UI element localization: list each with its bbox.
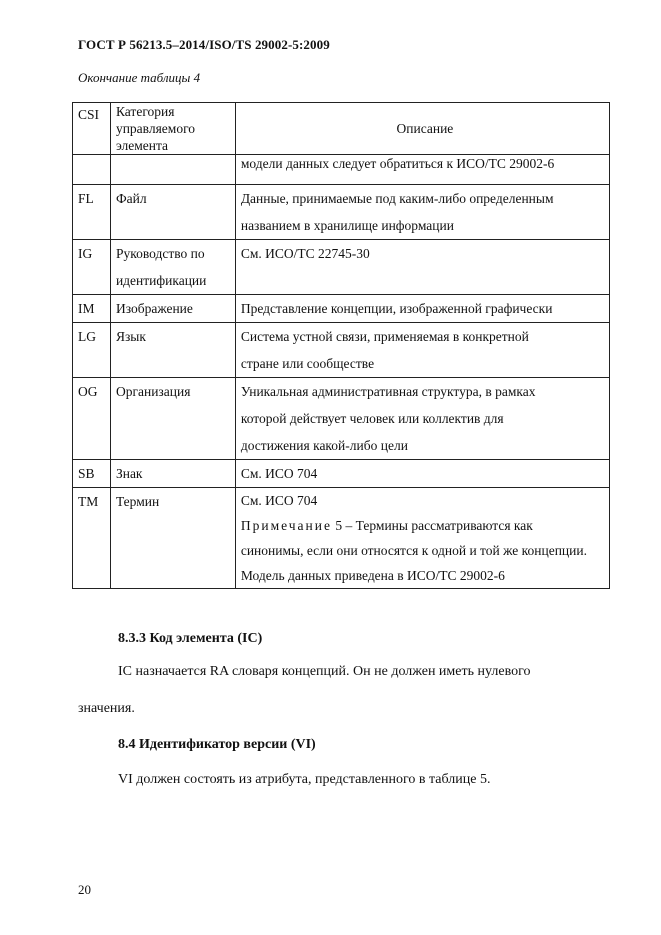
description-line: достижения какой-либо цели <box>240 438 408 453</box>
row-category: Файл <box>110 185 235 240</box>
empty-cell <box>73 155 111 185</box>
table-row <box>73 323 610 378</box>
note-label: Примечание <box>240 518 332 533</box>
row-category: Знак <box>110 460 235 488</box>
row-description <box>235 378 609 460</box>
row-description: См. ИСО 704 <box>235 460 609 488</box>
row-code: IM <box>73 295 111 323</box>
row-description: См. ИСО/ТС 22745-30 <box>235 240 609 295</box>
row-code: TM <box>73 488 111 589</box>
table-row <box>73 185 610 240</box>
continuation-row <box>73 155 610 185</box>
row-description <box>235 323 609 378</box>
row-code: SB <box>73 460 111 488</box>
row-category: Руководство по идентификации <box>110 240 235 295</box>
table-row <box>73 295 610 323</box>
row-code: FL <box>73 185 111 240</box>
row-description <box>235 488 609 589</box>
note-line <box>241 513 609 538</box>
table-row <box>73 460 610 488</box>
paragraph-line: VI должен состоять из атрибута, представленного в таблице 5. <box>118 772 491 787</box>
description-line: Уникальная административная структура, в рамках <box>240 384 536 399</box>
paragraph-line: значения. <box>78 701 135 716</box>
section-heading: 8.3.3 Код элемента (IC) <box>118 631 263 646</box>
header-description: Описание <box>235 103 609 155</box>
row-category: Язык <box>110 323 235 378</box>
row-code: IG <box>73 240 111 295</box>
description-line: названием в хранилище информации <box>240 218 454 233</box>
note-line: Модель данных приведена в ИСО/ТС 29002-6 <box>240 568 505 583</box>
description-line: См. ИСО 704 <box>240 493 318 508</box>
row-category: Термин <box>110 488 235 589</box>
row-code: OG <box>73 378 111 460</box>
continuation-text: модели данных следует обратиться к ИСО/ТС 29002-6 <box>235 155 609 185</box>
section-heading: 8.4 Идентификатор версии (VI) <box>118 737 316 752</box>
description-line: стране или сообществе <box>240 356 375 371</box>
note-line: синонимы, если они относятся к одной и той же концепции. <box>240 543 587 558</box>
header-category-line: Категория <box>115 104 175 119</box>
description-line: Система устной связи, применяемая в конкретной <box>240 329 529 344</box>
paragraph-line: IC назначается RA словаря концепций. Он не должен иметь нулевого <box>118 664 531 679</box>
header-category <box>110 103 235 155</box>
table-row <box>73 240 610 295</box>
row-category: Организация <box>110 378 235 460</box>
row-category: Изображение <box>110 295 235 323</box>
header-csi: CSI <box>73 103 111 155</box>
note-text: 5 – Термины рассматриваются как <box>332 518 533 533</box>
row-description <box>235 185 609 240</box>
row-code: LG <box>73 323 111 378</box>
document-header: ГОСТ Р 56213.5–2014/ISO/TS 29002-5:2009 <box>78 37 330 52</box>
row-description: Представление концепции, изображенной графически <box>235 295 609 323</box>
elements-table <box>72 102 610 589</box>
table-caption: Окончание таблицы 4 <box>78 70 201 85</box>
table-header-row <box>73 103 610 155</box>
table-row <box>73 488 610 589</box>
description-line: Данные, принимаемые под каким-либо определенным <box>240 191 554 206</box>
table-row <box>73 378 610 460</box>
header-category-line: управляемого <box>115 121 196 136</box>
header-category-line: элемента <box>115 138 169 153</box>
page-number: 20 <box>78 882 91 897</box>
empty-cell <box>110 155 235 185</box>
description-line: которой действует человек или коллектив для <box>240 411 504 426</box>
